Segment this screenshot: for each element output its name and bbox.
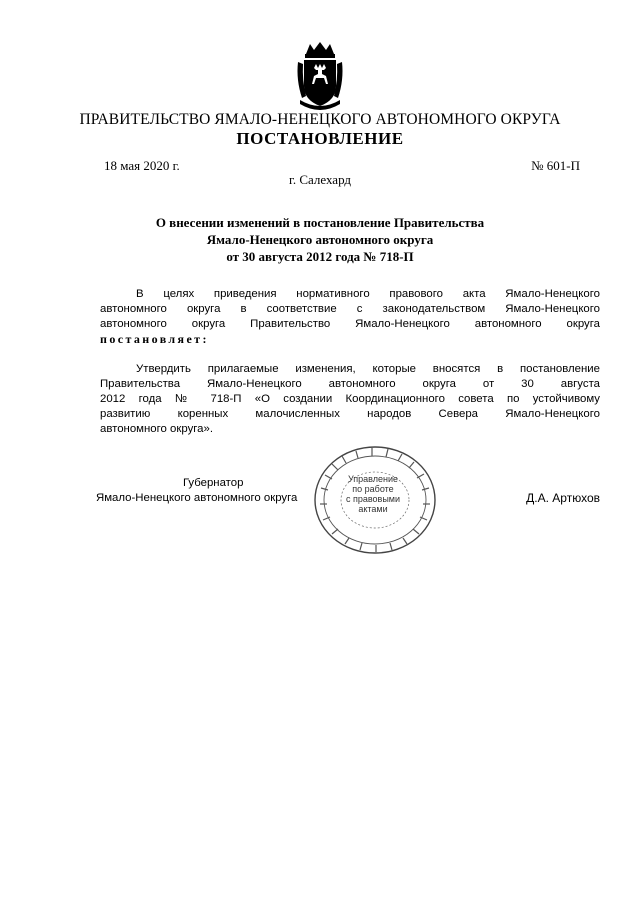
- government-title: ПРАВИТЕЛЬСТВО ЯМАЛО-НЕНЕЦКОГО АВТОНОМНОГО ОКРУГА: [79, 111, 561, 128]
- decree-word: постановляет:: [100, 332, 209, 346]
- coat-of-arms-icon: [294, 40, 346, 110]
- preamble-paragraph: [100, 287, 600, 347]
- paragraph-line: автономного округа».: [100, 423, 214, 435]
- document-date: 18 мая 2020 г.: [104, 158, 180, 173]
- decision-paragraph: [100, 362, 600, 437]
- seal-line: Управление: [347, 474, 399, 484]
- document-subject: [100, 214, 540, 265]
- subject-line: от 30 августа 2012 года № 718-П: [226, 249, 414, 264]
- seal-inner-text: [333, 474, 413, 514]
- subject-line: Ямало-Ненецкого автономного округа: [206, 232, 434, 247]
- seal-line: актами: [358, 504, 388, 514]
- document-city: г. Салехард: [288, 172, 352, 187]
- paragraph-line: автономного округа в соответствие с законодательством Ямало-Ненецкого: [100, 303, 600, 315]
- paragraph-line: В целях приведения нормативного правового акта Ямало-Ненецкого: [136, 288, 600, 300]
- paragraph-line: автономного округа Правительство Ямало-Ненецкого автономного округа: [100, 318, 600, 330]
- position-region: Ямало-Ненецкого автономного округа: [96, 492, 298, 504]
- paragraph-line: развитию коренных малочисленных народов Севера Ямало-Ненецкого: [100, 408, 600, 420]
- paragraph-line: 2012 года № 718-П «О создании Координационного совета по устойчивому: [100, 393, 600, 405]
- signatory-position: [96, 476, 316, 506]
- signatory-name: Д.А. Артюхов: [526, 491, 600, 505]
- seal-line: по работе: [352, 484, 394, 494]
- position-title: Губернатор: [183, 477, 244, 489]
- paragraph-line: Утвердить прилагаемые изменения, которые вносятся в постановление: [136, 363, 600, 375]
- subject-line: О внесении изменений в постановление Правительства: [155, 215, 485, 230]
- document-type: ПОСТАНОВЛЕНИЕ: [236, 129, 404, 148]
- seal-line: с правовыми: [345, 494, 401, 504]
- paragraph-line: Правительства Ямало-Ненецкого автономного округа от 30 августа: [100, 378, 600, 390]
- document-number: № 601-П: [531, 158, 580, 173]
